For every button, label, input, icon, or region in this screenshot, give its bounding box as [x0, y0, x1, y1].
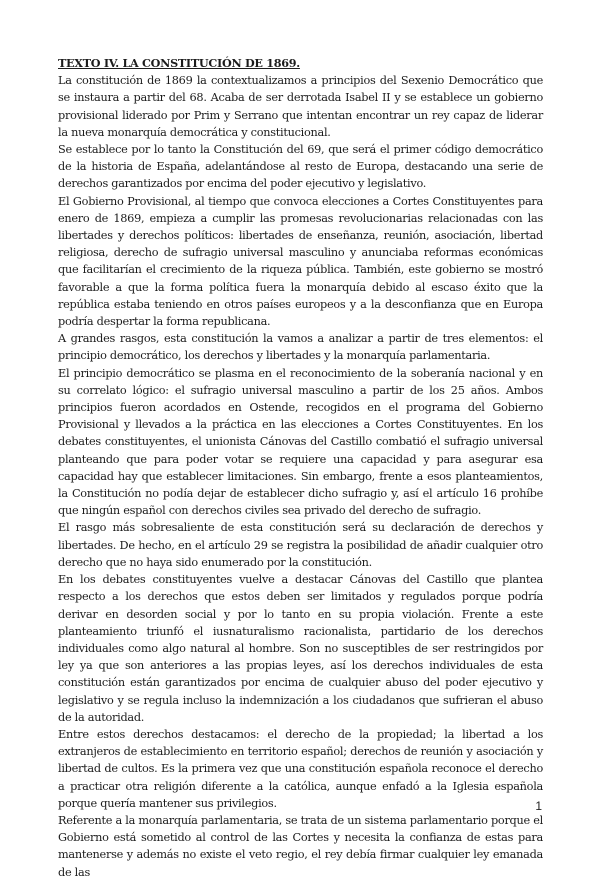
page-number: 1 — [535, 799, 542, 813]
paragraph: En los debates constituyentes vuelve a destacar Cánovas del Castillo que plantea respecto a los derechos que estos deben ser limitados y regulados porque podría derivar en desorden social y por lo tanto en su propia violación. Frente a este planteamiento triunfó el iusnaturalismo racionalista, partidario de los derechos individuales como algo natural al hombre. Son no susceptibles de ser restringidos por ley ya que son anteriores a las propias leyes, así los derechos individuales de esta constitución están garantizados por encima de cualquier abuso del poder ejecutivo y legislativo y se regula incluso la indemnización a los ciudadanos que sufrieran el abuso de la autoridad. — [58, 573, 543, 724]
paragraph: Se establece por lo tanto la Constitución del 69, que será el primer código democrático de la historia de España, adelantándose al resto de Europa, destacando una serie de derechos garantizados por encima del poder ejecutivo y legislativo. — [58, 143, 543, 191]
paragraph: El Gobierno Provisional, al tiempo que convoca elecciones a Cortes Constituyentes para enero de 1869, empieza a cumplir las promesas revolucionarias relacionadas con las libertades y derechos políticos: libertades de enseñanza, reunión, asociación, libertad religiosa, derecho de sufragio universal masculino y anunciaba reformas económicas que facilitarían el crecimiento de la riqueza pública. También, este gobierno se mostró favorable a que la forma política fuera la monarquía debido al escaso éxito que la república estaba teniendo en otros países europeos y a la desconfianza que en Europa podría despertar la forma republicana. — [58, 194, 543, 329]
paragraph: Entre estos derechos destacamos: el derecho de la propiedad; la libertad a los extranjeros de establecimiento en territorio español; derechos de reunión y asociación y libertad de cultos. Es la primera vez que una constitución española reconoce el derecho a practicar otra religión diferente a la católica, aunque enfadó a la Iglesia española porque quería mantener sus privilegios. — [58, 727, 543, 810]
paragraph: El principio democrático se plasma en el reconocimiento de la soberanía nacional y en su correlato lógico: el sufragio universal masculino a partir de los 25 años. Ambos principios fueron acordados en Ostende, recogidos en el programa del Gobierno Provisional y llevados a la práctica en las elecciones a Cortes Constituyentes. En los debates constituyentes, el unionista Cánovas del Castillo combatió el sufragio universal planteando que para poder votar se requiere una capacidad y para asegurar esa capacidad hay que establecer limitaciones. Sin embargo, frente a esos planteamientos, la Constitución no podía dejar de establecer dicho sufragio y, así el artículo 16 prohíbe que ningún español con derechos civiles sea privado del derecho de sufragio. — [58, 366, 543, 518]
paragraph: Referente a la monarquía parlamentaria, se trata de un sistema parlamentario porque el Gobierno está sometido al control de las Cortes y necesita la confianza de estas para mantenerse y además no existe el veto regio, el rey debía firmar cualquier ley emanada de las — [58, 813, 543, 879]
document-body — [58, 55, 543, 881]
document-title: TEXTO IV. LA CONSTITUCIÓN DE 1869. — [58, 56, 300, 70]
paragraph: La constitución de 1869 la contextualizamos a principios del Sexenio Democrático que se instaura a partir del 68. Acaba de ser derrotada Isabel II y se establece un gobierno provisional liderado por Prim y Serrano que intentan encontrar un rey capaz de liderar la nueva monarquía democrática y constitucional. — [58, 74, 543, 139]
paragraph: A grandes rasgos, esta constitución la vamos a analizar a partir de tres elementos: el principio democrático, los derechos y libertades y la monarquía parlamentaria. — [58, 332, 543, 363]
paragraph: El rasgo más sobresaliente de esta constitución será su declaración de derechos y libertades. De hecho, en el artículo 29 se registra la posibilidad de añadir cualquier otro derecho que no haya sido enumerado por la constitución. — [58, 521, 543, 569]
